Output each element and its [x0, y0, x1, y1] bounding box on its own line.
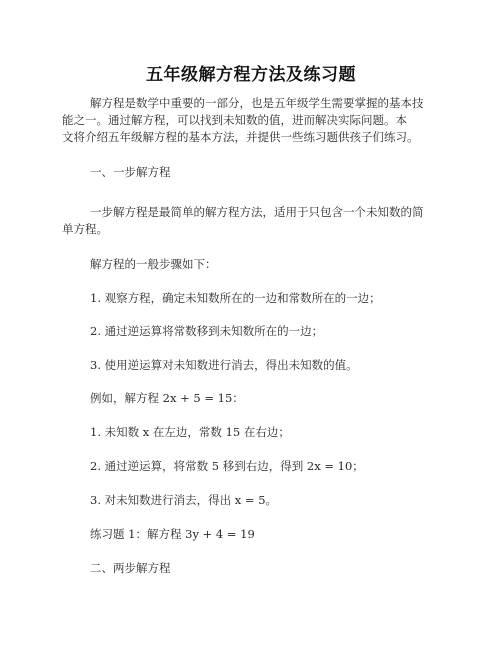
step-2: 2. 通过逆运算将常数移到未知数所在的一边；: [90, 324, 324, 338]
example-step-1: 1. 未知数 x 在左边，常数 15 在右边；: [90, 425, 290, 439]
section1-desc-line-1: 一步解方程是最简单的解方程方法，适用于只包含一个未知数的简: [90, 205, 424, 219]
step-1: 1. 观察方程，确定未知数所在的一边和常数所在的一边；: [90, 291, 381, 305]
intro-paragraph: [62, 95, 442, 146]
example-step-2: 2. 通过逆运算，将常数 5 移到右边，得到 2x = 10；: [90, 459, 364, 473]
section2-heading: 二、两步解方程: [90, 561, 171, 575]
document-title: 五年级解方程方法及练习题: [146, 65, 356, 85]
step-3: 3. 使用逆运算对未知数进行消去，得出未知数的值。: [90, 358, 358, 372]
intro-line-1: 解方程是数学中重要的一部分，也是五年级学生需要掌握的基本技: [90, 96, 424, 110]
intro-line-3: 文将介绍五年级解方程的基本方法，并提供一些练习题供孩子们练习。: [62, 130, 419, 144]
section1-desc-line-2: 单方程。: [62, 222, 108, 236]
steps-heading: 解方程的一般步骤如下：: [90, 257, 217, 271]
section1-heading: 一、一步解方程: [90, 165, 171, 179]
section1-description: [62, 204, 442, 238]
example-heading: 例如，解方程 2x + 5 = 15：: [90, 391, 244, 405]
intro-line-2: 能之一。通过解方程，可以找到未知数的值，进而解决实际问题。本: [62, 113, 407, 127]
exercise-1: 练习题 1：解方程 3y + 4 = 19: [90, 527, 255, 541]
example-step-3: 3. 对未知数进行消去，得出 x = 5。: [90, 493, 278, 507]
